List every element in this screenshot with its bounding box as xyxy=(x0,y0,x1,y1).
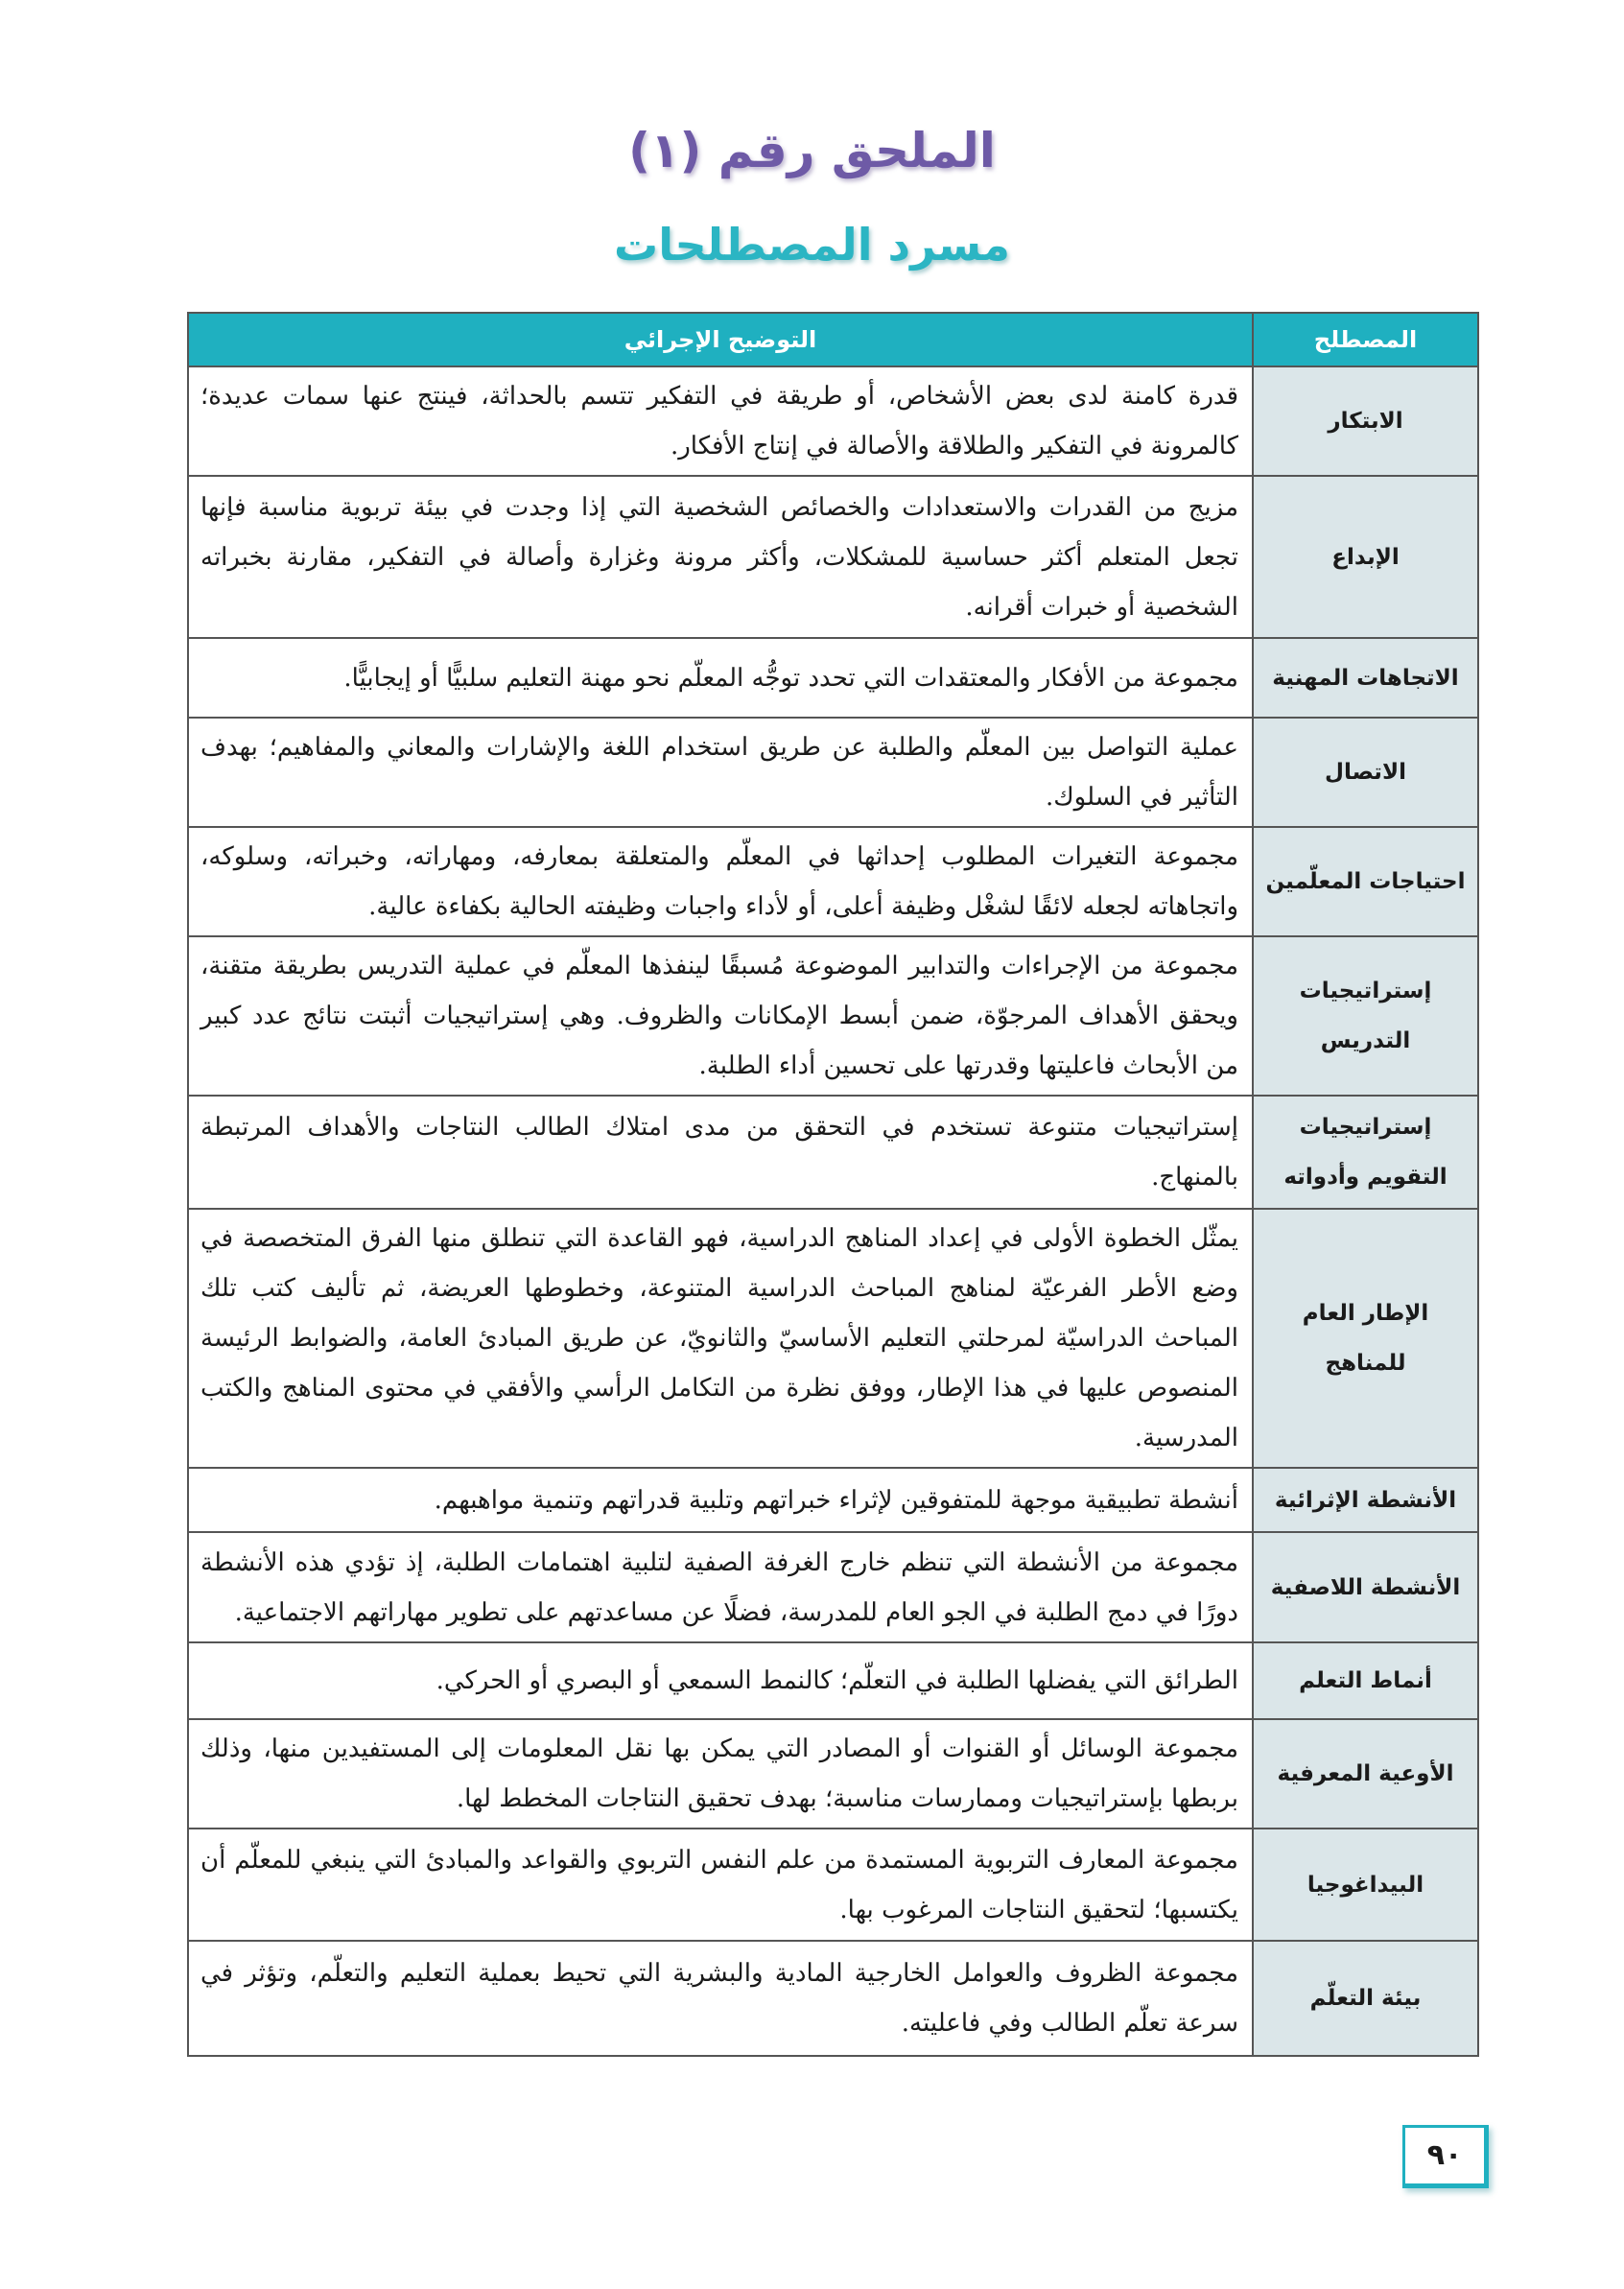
term-cell: الأنشطة الإثرائية xyxy=(1253,1468,1478,1532)
table-row xyxy=(188,1941,1478,2056)
table-row xyxy=(188,366,1478,476)
column-header-definition: التوضيح الإجرائي xyxy=(188,313,1253,366)
table-row xyxy=(188,1468,1478,1532)
definition-cell: مجموعة من الأنشطة التي تنظم خارج الغرفة الصفية لتلبية اهتمامات الطلبة، إذ تؤدي هذه الأنشطة دورًا في دمج الطلبة في الجو العام للمدرسة، فضلًا عن مساعدتهم على تطوير مهاراتهم الاجتماعية. xyxy=(188,1532,1253,1642)
glossary-table xyxy=(187,312,1479,2057)
table-row xyxy=(188,1209,1478,1468)
term-cell: البيداغوجيا xyxy=(1253,1829,1478,1941)
term-cell: احتياجات المعلّمين xyxy=(1253,827,1478,936)
term-cell: إستراتيجيات التقويم وأدواته xyxy=(1253,1096,1478,1209)
term-cell: أنماط التعلم xyxy=(1253,1642,1478,1719)
definition-cell: أنشطة تطبيقية موجهة للمتفوقين لإثراء خبراتهم وتلبية قدراتهم وتنمية مواهبهم. xyxy=(188,1468,1253,1532)
term-cell: الاتصال xyxy=(1253,718,1478,827)
table-row xyxy=(188,1532,1478,1642)
definition-cell: الطرائق التي يفضلها الطلبة في التعلّم؛ كالنمط السمعي أو البصري أو الحركي. xyxy=(188,1642,1253,1719)
definition-cell: قدرة كامنة لدى بعض الأشخاص، أو طريقة في التفكير تتسم بالحداثة، فينتج عنها سمات عديدة؛ كالمرونة في التفكير والطلاقة والأصالة في إنتاج الأفكار. xyxy=(188,366,1253,476)
definition-cell: مجموعة من الإجراءات والتدابير الموضوعة مُسبقًا لينفذها المعلّم في عملية التدريس بطريقة متقنة، ويحقق الأهداف المرجوّة، ضمن أبسط الإمكانات والظروف. وهي إستراتيجيات أثبتت نتائج عدد كبير من الأبحاث فاعليتها وقدرتها على تحسين أداء الطلبة. xyxy=(188,936,1253,1096)
term-cell: الابتكار xyxy=(1253,366,1478,476)
term-cell: الأنشطة اللاصفية xyxy=(1253,1532,1478,1642)
definition-cell: عملية التواصل بين المعلّم والطلبة عن طريق استخدام اللغة والإشارات والمعاني والمفاهيم؛ بهدف التأثير في السلوك. xyxy=(188,718,1253,827)
table-header-row xyxy=(188,313,1478,366)
definition-cell: مجموعة من الأفكار والمعتقدات التي تحدد توجُّه المعلّم نحو مهنة التعليم سلبيًّا أو إيجابيًّا. xyxy=(188,638,1253,718)
table-row xyxy=(188,827,1478,936)
table-row xyxy=(188,1096,1478,1209)
definition-cell: مجموعة الوسائل أو القنوات أو المصادر التي يمكن بها نقل المعلومات إلى المستفيدين منها، وذلك بربطها بإستراتيجيات وممارسات مناسبة؛ بهدف تحقيق النتاجات المخطط لها. xyxy=(188,1719,1253,1829)
page-title: الملحق رقم (١) xyxy=(628,123,996,178)
definition-cell: إستراتيجيات متنوعة تستخدم في التحقق من مدى امتلاك الطالب النتاجات والأهداف المرتبطة بالمنهاج. xyxy=(188,1096,1253,1209)
table-row xyxy=(188,936,1478,1096)
table-row xyxy=(188,718,1478,827)
term-cell: الإبداع xyxy=(1253,476,1478,638)
term-cell: إستراتيجيات التدريس xyxy=(1253,936,1478,1096)
page-number: ٩٠ xyxy=(1402,2125,1489,2188)
term-cell: بيئة التعلّم xyxy=(1253,1941,1478,2056)
table-row xyxy=(188,638,1478,718)
term-cell: الأوعية المعرفية xyxy=(1253,1719,1478,1829)
definition-cell: مزيج من القدرات والاستعدادات والخصائص الشخصية التي إذا وجدت في بيئة تربوية مناسبة فإنها تجعل المتعلم أكثر حساسية للمشكلات، وأكثر مرونة وغزارة وأصالة في التفكير، مقارنة بخبراته الشخصية أو خبرات أقرانه. xyxy=(188,476,1253,638)
column-header-term: المصطلح xyxy=(1253,313,1478,366)
page-subtitle: مسرد المصطلحات xyxy=(614,219,1010,271)
table-row xyxy=(188,476,1478,638)
table-row xyxy=(188,1829,1478,1941)
definition-cell: يمثّل الخطوة الأولى في إعداد المناهج الدراسية، فهو القاعدة التي تنطلق منها الفرق المتخصصة في وضع الأطر الفرعيّة لمناهج المباحث الدراسية المتنوعة، وخطوطها العريضة، ثم تأليف كتب تلك المباحث الدراسيّة لمرحلتي التعليم الأساسيّ والثانويّ، عن طريق المبادئ العامة، والضوابط الرئيسة المنصوص عليها في هذا الإطار، ووفق نظرة من التكامل الرأسي والأفقي في محتوى المناهج والكتب المدرسية. xyxy=(188,1209,1253,1468)
table-row xyxy=(188,1719,1478,1829)
definition-cell: مجموعة التغيرات المطلوب إحداثها في المعلّم والمتعلقة بمعارفه، ومهاراته، وخبراته، وسلوكه، واتجاهاته لجعله لائقًا لشغْل وظيفة أعلى، أو لأداء واجبات وظيفته الحالية بكفاءة عالية. xyxy=(188,827,1253,936)
definition-cell: مجموعة المعارف التربوية المستمدة من علم النفس التربوي والقواعد والمبادئ التي ينبغي للمعلّم أن يكتسبها؛ لتحقيق النتاجات المرغوب بها. xyxy=(188,1829,1253,1941)
table-row xyxy=(188,1642,1478,1719)
term-cell: الاتجاهات المهنية xyxy=(1253,638,1478,718)
term-cell: الإطار العام للمناهج xyxy=(1253,1209,1478,1468)
definition-cell: مجموعة الظروف والعوامل الخارجية المادية والبشرية التي تحيط بعملية التعليم والتعلّم، وتؤثر في سرعة تعلّم الطالب وفي فاعليته. xyxy=(188,1941,1253,2056)
